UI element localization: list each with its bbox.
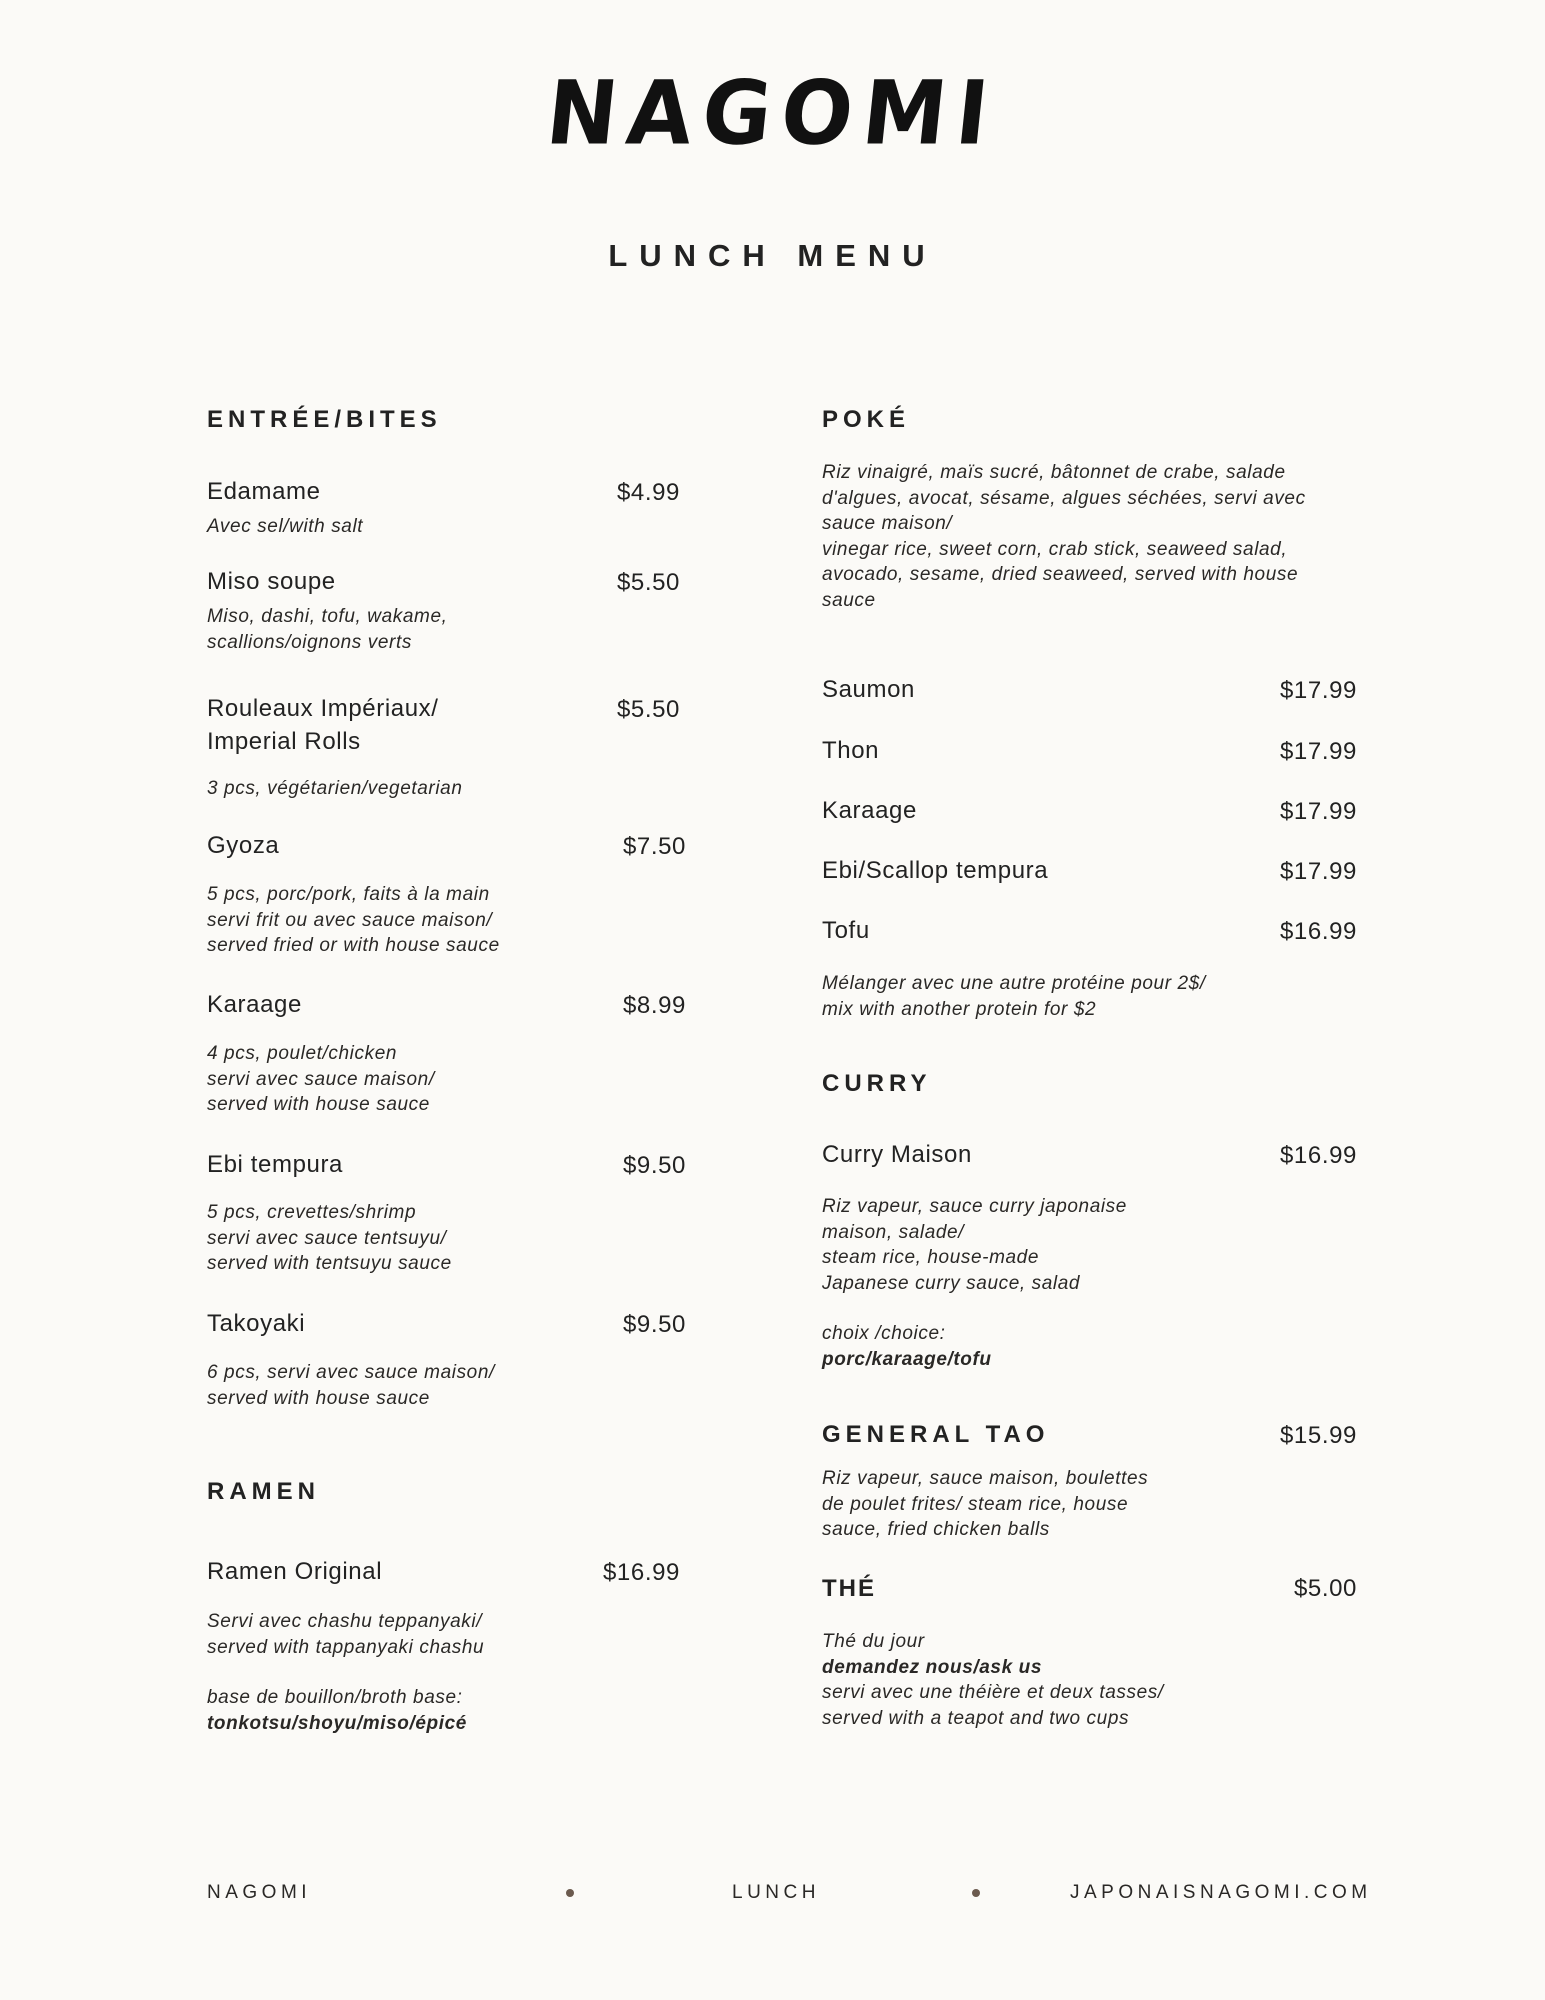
menu-item-price: $17.99 (1279, 798, 1357, 825)
menu-item-description: 3 pcs, végétarien/vegetarian (207, 778, 463, 799)
menu-item-description: 5 pcs, crevettes/shrimp servi avec sauce tentsuyu/ served with tentsuyu sauce (207, 1202, 452, 1274)
footer-dot-separator (566, 1889, 574, 1897)
menu-item-name: Miso soupe (207, 568, 336, 595)
menu-item-name: Rouleaux Impériaux/ Imperial Rolls (207, 695, 439, 755)
menu-item-price: $4.99 (616, 479, 680, 506)
menu-title: LUNCH MENU (608, 238, 937, 273)
menu-item-price: $16.99 (602, 1559, 680, 1586)
menu-item-name: Takoyaki (207, 1310, 306, 1337)
menu-item-description: Riz vapeur, sauce maison, boulettes de poulet frites/ steam rice, house sauce, fried chicken balls (822, 1468, 1149, 1540)
menu-item-price: $5.00 (1293, 1575, 1357, 1602)
section-title-ramen: RAMEN (207, 1478, 320, 1505)
menu-item-description: 4 pcs, poulet/chicken servi avec sauce maison/ served with house sauce (207, 1043, 435, 1115)
menu-item-description: Thé du jour demandez nous/ask us servi avec une théière et deux tasses/ served with a teapot and two cups (822, 1631, 1164, 1729)
menu-item-price: $8.99 (622, 992, 686, 1019)
menu-item-description: Riz vapeur, sauce curry japonaise maison, salade/ steam rice, house-made Japanese curry sauce, salad choix /choice: porc/karaage/tofu (822, 1196, 1127, 1370)
section-title-the: THÉ (822, 1575, 876, 1602)
menu-item-name: Ebi/Scallop tempura (822, 857, 1049, 884)
menu-item-price: $7.50 (622, 833, 686, 860)
menu-item-name: Thon (822, 737, 880, 764)
section-title-poke: POKÉ (822, 406, 911, 433)
menu-item-price: $9.50 (622, 1152, 686, 1179)
menu-item-name: Karaage (822, 797, 917, 824)
menu-item-price: $9.50 (622, 1311, 686, 1338)
menu-item-description: Miso, dashi, tofu, wakame, scallions/oignons verts (207, 606, 448, 653)
menu-item-name: Gyoza (207, 832, 280, 859)
menu-item-name: Curry Maison (822, 1141, 972, 1168)
poke-note: Mélanger avec une autre protéine pour 2$/ mix with another protein for $2 (822, 973, 1206, 1020)
section-title-curry: CURRY (822, 1070, 932, 1097)
menu-item-description: 6 pcs, servi avec sauce maison/ served with house sauce (207, 1362, 495, 1409)
menu-item-price: $16.99 (1279, 1142, 1357, 1169)
footer-website-link[interactable]: JAPONAISNAGOMI.COM (1070, 1882, 1372, 1903)
menu-item-price: $15.99 (1279, 1422, 1357, 1449)
section-description: Riz vinaigré, maïs sucré, bâtonnet de crabe, salade d'algues, avocat, sésame, algues séchées, servi avec sauce maison/ vinegar rice, sweet corn, crab stick, seaweed salad, avocado, sesame, dried seaweed, served with house sauce (822, 462, 1306, 611)
section-title-general-tao: GENERAL TAO (822, 1421, 1050, 1448)
section-title-entree: ENTRÉE/BITES (207, 406, 442, 433)
menu-item-price: $17.99 (1279, 738, 1357, 765)
menu-item-description: 5 pcs, porc/pork, faits à la main servi frit ou avec sauce maison/ served fried or with house sauce (207, 884, 500, 956)
menu-item-name: Tofu (822, 917, 870, 944)
footer-brand: NAGOMI (207, 1882, 312, 1903)
menu-item-price: $17.99 (1279, 858, 1357, 885)
menu-item-name: Karaage (207, 991, 302, 1018)
menu-item-name: Ramen Original (207, 1558, 383, 1585)
menu-item-price: $17.99 (1279, 677, 1357, 704)
menu-item-description: Avec sel/with salt (207, 516, 364, 537)
menu-item-name: Edamame (207, 478, 321, 505)
menu-item-description: Servi avec chashu teppanyaki/ served with tappanyaki chashu base de bouillon/broth base: tonkotsu/shoyu/miso/épicé (207, 1611, 485, 1734)
menu-item-price: $5.50 (616, 569, 680, 596)
menu-item-name: Ebi tempura (207, 1151, 343, 1178)
menu-item-price: $5.50 (616, 696, 680, 723)
footer-menu-type: LUNCH (732, 1882, 820, 1903)
footer-dot-separator (972, 1889, 980, 1897)
menu-item-price: $16.99 (1279, 918, 1357, 945)
menu-item-name: Saumon (822, 676, 915, 703)
restaurant-logo: NAGOMI (541, 61, 1004, 165)
